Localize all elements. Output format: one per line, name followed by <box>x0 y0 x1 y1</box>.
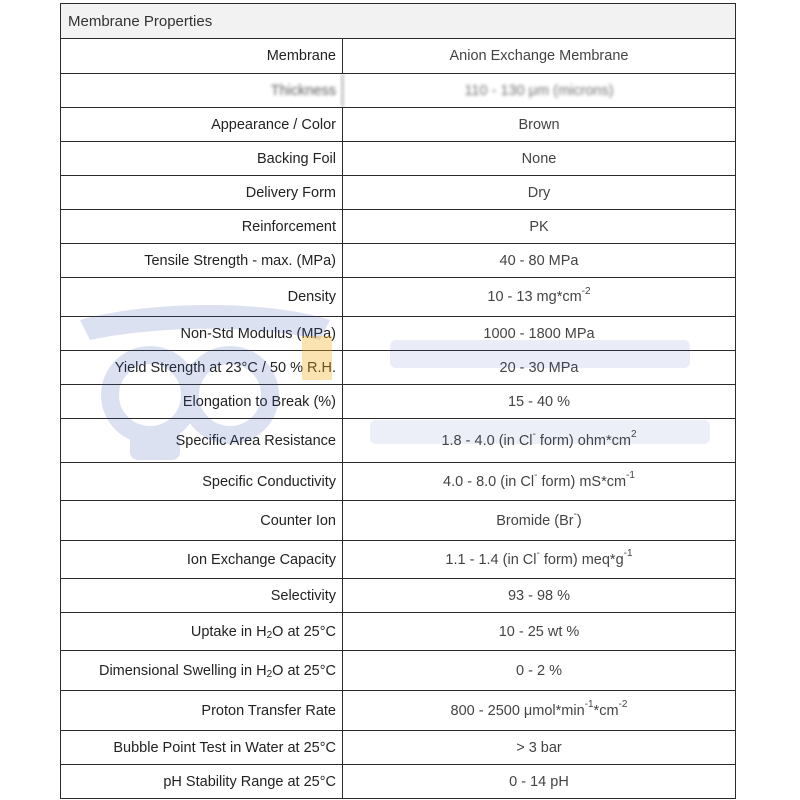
value-superscript: - <box>573 509 577 520</box>
property-label <box>61 278 343 316</box>
label-text: Uptake in H <box>190 623 267 640</box>
property-value <box>343 244 735 277</box>
label-text: Non-Std Modulus (MPa) <box>180 325 336 342</box>
value-text: 0 - 14 pH <box>509 773 569 790</box>
table-row <box>61 351 735 385</box>
value-text: 1000 - 1800 MPa <box>483 325 595 342</box>
property-label <box>61 651 343 690</box>
label-text: Specific Conductivity <box>202 473 336 490</box>
property-value <box>343 385 735 418</box>
label-text: Membrane <box>266 48 336 64</box>
table-row <box>61 108 735 142</box>
table-row <box>61 731 735 765</box>
value-text: 1.8 - 4.0 (in Cl <box>441 432 533 449</box>
property-label <box>61 765 343 798</box>
label-text: Thickness <box>270 82 336 99</box>
table-row <box>61 765 735 798</box>
value-text: 20 - 30 MPa <box>499 359 579 376</box>
table-row <box>61 317 735 351</box>
property-value <box>343 108 735 141</box>
value-superscript: -2 <box>581 285 591 297</box>
property-label <box>61 108 343 141</box>
property-value <box>343 278 735 316</box>
value-text: Dry <box>527 184 551 201</box>
table-row <box>61 613 735 651</box>
value-text: form) meq*g <box>539 551 624 568</box>
value-text: > 3 bar <box>516 739 562 756</box>
label-subscript: 2 <box>266 669 273 680</box>
property-label <box>61 385 343 418</box>
label-text: Elongation to Break (%) <box>182 393 336 410</box>
label-text: Backing Foil <box>257 150 336 167</box>
table-row <box>61 419 735 463</box>
value-text: *cm <box>593 702 619 719</box>
table-row <box>61 176 735 210</box>
property-value <box>343 351 735 384</box>
value-text: ) <box>576 512 582 529</box>
property-value <box>343 317 735 350</box>
property-label <box>61 613 343 650</box>
label-text: Reinforcement <box>241 218 336 235</box>
table-row <box>61 651 735 691</box>
table-row <box>61 244 735 278</box>
property-label <box>61 463 343 500</box>
label-text: Counter Ion <box>260 512 336 529</box>
membrane-properties-table <box>60 3 736 799</box>
property-value <box>343 419 735 462</box>
label-text: Bubble Point Test in Water at 25°C <box>113 739 336 756</box>
value-text: 40 - 80 MPa <box>499 252 579 269</box>
value-superscript: -2 <box>618 699 628 710</box>
property-value <box>343 176 735 209</box>
property-label <box>61 142 343 175</box>
value-text: 10 - 13 mg*cm <box>487 289 582 305</box>
label-text: pH Stability Range at 25°C <box>163 773 336 790</box>
table-title: Membrane Properties <box>61 4 735 39</box>
value-text: None <box>521 150 557 167</box>
property-label <box>61 731 343 764</box>
property-value <box>343 765 735 798</box>
property-label <box>61 501 343 540</box>
property-label <box>61 176 343 209</box>
value-text: Bromide (Br <box>496 512 574 529</box>
label-text: O at 25°C <box>272 662 336 679</box>
property-value <box>343 691 735 730</box>
property-value <box>343 651 735 690</box>
value-text: 10 - 25 wt % <box>498 623 580 640</box>
property-label <box>61 579 343 612</box>
property-value <box>343 501 735 540</box>
value-superscript: -1 <box>626 470 635 481</box>
label-text: Delivery Form <box>245 184 336 201</box>
table-row <box>61 74 735 108</box>
property-value <box>343 731 735 764</box>
property-label <box>61 541 343 578</box>
property-label <box>61 691 343 730</box>
property-value <box>343 463 735 500</box>
value-text: form) ohm*cm <box>535 432 631 449</box>
value-text: 800 - 2500 μmol*min <box>450 702 585 719</box>
property-value <box>343 74 735 107</box>
property-label <box>61 351 343 384</box>
value-text: 93 - 98 % <box>507 587 571 604</box>
value-text: PK <box>529 218 549 235</box>
table-row <box>61 541 735 579</box>
label-text: Proton Transfer Rate <box>201 702 336 719</box>
label-text: Appearance / Color <box>211 116 336 133</box>
table-row <box>61 142 735 176</box>
table-row <box>61 210 735 244</box>
table-row <box>61 385 735 419</box>
label-subscript: 2 <box>266 630 273 641</box>
value-superscript: -1 <box>623 548 633 559</box>
property-label <box>61 419 343 462</box>
label-text: O at 25°C <box>272 623 336 640</box>
value-text: 4.0 - 8.0 (in Cl <box>443 473 535 490</box>
table-row <box>61 463 735 501</box>
label-text: Dimensional Swelling in H <box>98 662 267 679</box>
table-body <box>61 39 735 798</box>
value-superscript: -1 <box>584 699 594 710</box>
value-text: 0 - 2 % <box>516 662 562 679</box>
value-text: form) mS*cm <box>537 473 627 490</box>
property-label <box>61 244 343 277</box>
value-superscript: - <box>534 470 538 481</box>
property-value <box>343 541 735 578</box>
table-row <box>61 579 735 613</box>
value-superscript: - <box>532 429 536 440</box>
value-text: Brown <box>518 116 560 133</box>
property-label <box>61 210 343 243</box>
table-row <box>61 501 735 541</box>
table-row <box>61 691 735 731</box>
table-row <box>61 278 735 317</box>
property-value <box>343 39 735 73</box>
label-text: Ion Exchange Capacity <box>186 551 336 568</box>
property-label <box>61 74 343 107</box>
label-text: Tensile Strength - max. (MPa) <box>144 252 336 269</box>
label-text: Yield Strength at 23°C / 50 % R.H. <box>114 359 336 376</box>
label-text: Selectivity <box>270 587 336 604</box>
property-value <box>343 579 735 612</box>
property-value <box>343 142 735 175</box>
value-text: 1.1 - 1.4 (in Cl <box>445 551 537 568</box>
value-superscript: 2 <box>630 429 637 440</box>
property-value <box>343 210 735 243</box>
value-superscript: - <box>536 548 540 559</box>
value-text: 15 - 40 % <box>507 393 571 410</box>
label-text: Density <box>287 289 336 305</box>
table-row <box>61 39 735 74</box>
value-text: 110 - 130 μm (microns) <box>464 82 614 99</box>
property-label <box>61 317 343 350</box>
property-label <box>61 39 343 73</box>
label-text: Specific Area Resistance <box>175 432 336 449</box>
value-text: Anion Exchange Membrane <box>449 48 629 64</box>
property-value <box>343 613 735 650</box>
